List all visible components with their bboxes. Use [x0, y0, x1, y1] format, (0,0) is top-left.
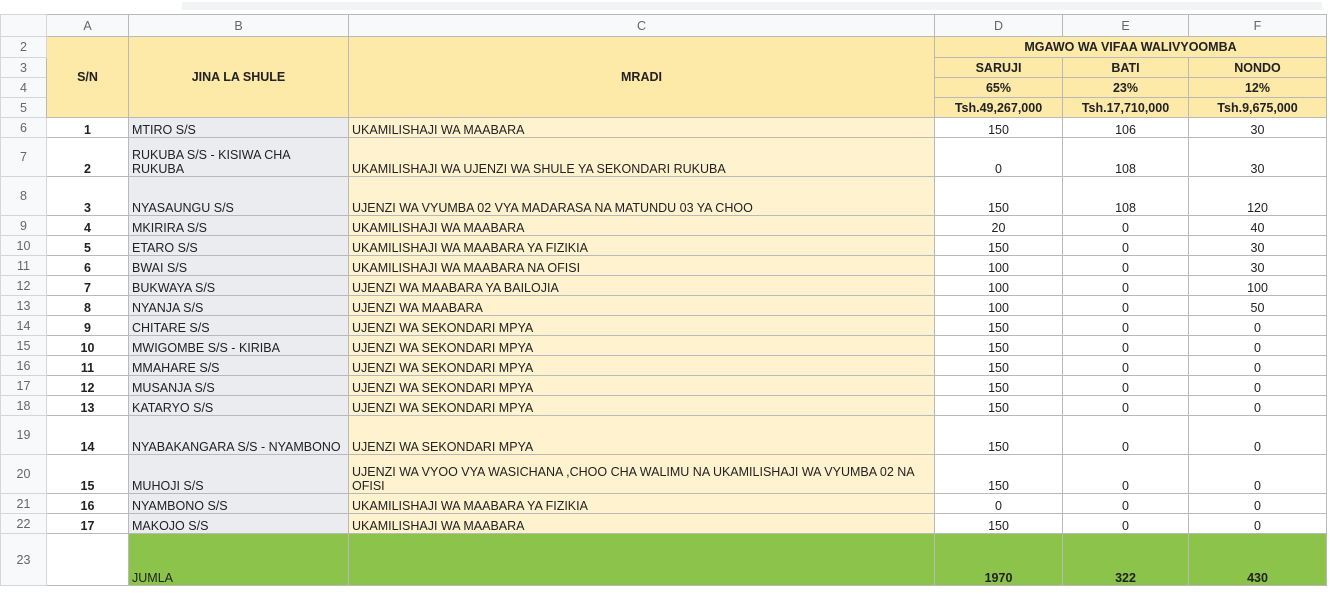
- table-row: [1, 138, 1327, 177]
- cell-sn[interactable]: 8: [47, 296, 129, 316]
- cell-bati[interactable]: 0: [1063, 296, 1189, 316]
- cell-nondo[interactable]: 0: [1189, 336, 1327, 356]
- table-row: [1, 118, 1327, 138]
- cell-project[interactable]: UJENZI WA SEKONDARI MPYA: [349, 316, 935, 336]
- cell-project[interactable]: UKAMILISHAJI WA MAABARA YA FIZIKIA: [349, 236, 935, 256]
- cell-project[interactable]: UJENZI WA SEKONDARI MPYA: [349, 356, 935, 376]
- cell-sn[interactable]: 12: [47, 376, 129, 396]
- cell-saruji[interactable]: 150: [935, 514, 1063, 534]
- row-number[interactable]: 2: [1, 37, 47, 58]
- cell-school[interactable]: ETARO S/S: [129, 236, 349, 256]
- header-material-percent[interactable]: 23%: [1063, 78, 1189, 98]
- cell-school[interactable]: KATARYO S/S: [129, 396, 349, 416]
- cell-school[interactable]: BWAI S/S: [129, 256, 349, 276]
- cell-saruji[interactable]: 150: [935, 455, 1063, 494]
- total-bati[interactable]: 322: [1063, 534, 1189, 586]
- column-header-f[interactable]: F: [1189, 15, 1327, 37]
- cell-sn[interactable]: 3: [47, 177, 129, 216]
- cell-nondo[interactable]: 100: [1189, 276, 1327, 296]
- cell-empty[interactable]: [47, 534, 129, 586]
- cell-bati[interactable]: 106: [1063, 118, 1189, 138]
- table-row: [1, 177, 1327, 216]
- cell-project[interactable]: UKAMILISHAJI WA MAABARA: [349, 514, 935, 534]
- formula-bar[interactable]: [182, 2, 1322, 10]
- table-row: [1, 416, 1327, 455]
- cell-school[interactable]: MTIRO S/S: [129, 118, 349, 138]
- cell-bati[interactable]: 0: [1063, 494, 1189, 514]
- header-material-amount[interactable]: Tsh.17,710,000: [1063, 98, 1189, 118]
- table-row: [1, 276, 1327, 296]
- cell-school[interactable]: MMAHARE S/S: [129, 356, 349, 376]
- header-material-percent[interactable]: 12%: [1189, 78, 1327, 98]
- cell-saruji[interactable]: 150: [935, 177, 1063, 216]
- cell-saruji[interactable]: 100: [935, 296, 1063, 316]
- cell-bati[interactable]: 108: [1063, 177, 1189, 216]
- row-number[interactable]: 4: [1, 78, 47, 98]
- row-number[interactable]: 23: [1, 534, 47, 586]
- total-label[interactable]: JUMLA: [129, 534, 349, 586]
- header-material-amount[interactable]: Tsh.49,267,000: [935, 98, 1063, 118]
- table-row: [1, 514, 1327, 534]
- cell-bati[interactable]: 0: [1063, 416, 1189, 455]
- column-header-e[interactable]: E: [1063, 15, 1189, 37]
- cell-bati[interactable]: 0: [1063, 514, 1189, 534]
- row-number[interactable]: 14: [1, 316, 47, 336]
- cell-nondo[interactable]: 0: [1189, 316, 1327, 336]
- cell-nondo[interactable]: 0: [1189, 396, 1327, 416]
- row-number[interactable]: 7: [1, 138, 47, 177]
- cell-project[interactable]: UKAMILISHAJI WA MAABARA NA OFISI: [349, 256, 935, 276]
- table-row: [1, 236, 1327, 256]
- cell-saruji[interactable]: 150: [935, 416, 1063, 455]
- cell-school[interactable]: RUKUBA S/S - KISIWA CHA RUKUBA: [129, 138, 349, 177]
- table-row: [1, 494, 1327, 514]
- cell-school[interactable]: NYAMBONO S/S: [129, 494, 349, 514]
- cell-saruji[interactable]: 150: [935, 118, 1063, 138]
- table-row: [1, 316, 1327, 336]
- cell-school[interactable]: MUHOJI S/S: [129, 455, 349, 494]
- cell-saruji[interactable]: 150: [935, 356, 1063, 376]
- table-row: [1, 396, 1327, 416]
- toolbar-strip: [0, 0, 1330, 14]
- header-material-name[interactable]: NONDO: [1189, 58, 1327, 78]
- row-number[interactable]: 5: [1, 98, 47, 118]
- cell-sn[interactable]: 10: [47, 336, 129, 356]
- cell-nondo[interactable]: 0: [1189, 514, 1327, 534]
- row-number[interactable]: 13: [1, 296, 47, 316]
- row-number[interactable]: 21: [1, 494, 47, 514]
- cell-sn[interactable]: 9: [47, 316, 129, 336]
- cell-sn[interactable]: 6: [47, 256, 129, 276]
- cell-nondo[interactable]: 50: [1189, 296, 1327, 316]
- cell-bati[interactable]: 0: [1063, 376, 1189, 396]
- cell-sn[interactable]: 14: [47, 416, 129, 455]
- cell-school[interactable]: NYASAUNGU S/S: [129, 177, 349, 216]
- table-row: [1, 455, 1327, 494]
- column-header-b[interactable]: B: [129, 15, 349, 37]
- cell-bati[interactable]: 0: [1063, 356, 1189, 376]
- cell-nondo[interactable]: 0: [1189, 356, 1327, 376]
- cell-nondo[interactable]: 0: [1189, 455, 1327, 494]
- cell-sn[interactable]: 5: [47, 236, 129, 256]
- cell-nondo[interactable]: 30: [1189, 256, 1327, 276]
- column-header-d[interactable]: D: [935, 15, 1063, 37]
- cell-saruji[interactable]: 100: [935, 256, 1063, 276]
- cell-nondo[interactable]: 40: [1189, 216, 1327, 236]
- name-box[interactable]: [0, 0, 182, 15]
- cell-school[interactable]: NYANJA S/S: [129, 296, 349, 316]
- row-number[interactable]: 9: [1, 216, 47, 236]
- cell-project[interactable]: UJENZI WA VYUMBA 02 VYA MADARASA NA MATUNDU 03 YA CHOO: [349, 177, 935, 216]
- table-row: [1, 376, 1327, 396]
- cell-school[interactable]: MUSANJA S/S: [129, 376, 349, 396]
- table-row: [1, 216, 1327, 236]
- cell-sn[interactable]: 15: [47, 455, 129, 494]
- cell-project[interactable]: UKAMILISHAJI WA MAABARA: [349, 216, 935, 236]
- cell-project[interactable]: UKAMILISHAJI WA MAABARA: [349, 118, 935, 138]
- cell-school[interactable]: CHITARE S/S: [129, 316, 349, 336]
- header-school[interactable]: JINA LA SHULE: [129, 37, 349, 118]
- row-number[interactable]: 19: [1, 416, 47, 455]
- row-number[interactable]: 15: [1, 336, 47, 356]
- table-row: [1, 356, 1327, 376]
- header-material-name[interactable]: BATI: [1063, 58, 1189, 78]
- cell-bati[interactable]: 0: [1063, 336, 1189, 356]
- table-row: [1, 336, 1327, 356]
- cell-saruji[interactable]: 0: [935, 494, 1063, 514]
- cell-school[interactable]: MKIRIRA S/S: [129, 216, 349, 236]
- cell-nondo[interactable]: 0: [1189, 376, 1327, 396]
- cell-saruji[interactable]: 150: [935, 236, 1063, 256]
- cell-bati[interactable]: 0: [1063, 316, 1189, 336]
- cell-project[interactable]: UJENZI WA MAABARA: [349, 296, 935, 316]
- cell-project[interactable]: UKAMILISHAJI WA UJENZI WA SHULE YA SEKONDARI RUKUBA: [349, 138, 935, 177]
- cell-nondo[interactable]: 0: [1189, 494, 1327, 514]
- cell-sn[interactable]: 4: [47, 216, 129, 236]
- row-number[interactable]: 17: [1, 376, 47, 396]
- cell-project[interactable]: UJENZI WA VYOO VYA WASICHANA ,CHOO CHA WALIMU NA UKAMILISHAJI WA VYUMBA 02 NA OFISI: [349, 455, 935, 494]
- spreadsheet-grid: [0, 14, 1327, 586]
- cell-school[interactable]: MAKOJO S/S: [129, 514, 349, 534]
- cell-project[interactable]: UJENZI WA SEKONDARI MPYA: [349, 376, 935, 396]
- cell-sn[interactable]: 13: [47, 396, 129, 416]
- cell-sn[interactable]: 1: [47, 118, 129, 138]
- cell-saruji[interactable]: 0: [935, 138, 1063, 177]
- cell-nondo[interactable]: 0: [1189, 416, 1327, 455]
- row-number[interactable]: 20: [1, 455, 47, 494]
- cell-school[interactable]: MWIGOMBE S/S - KIRIBA: [129, 336, 349, 356]
- cell-school[interactable]: NYABAKANGARA S/S - NYAMBONO: [129, 416, 349, 455]
- cell-saruji[interactable]: 150: [935, 336, 1063, 356]
- cell-sn[interactable]: 16: [47, 494, 129, 514]
- row-number[interactable]: 11: [1, 256, 47, 276]
- header-material-amount[interactable]: Tsh.9,675,000: [1189, 98, 1327, 118]
- cell-saruji[interactable]: 100: [935, 276, 1063, 296]
- row-number[interactable]: 3: [1, 58, 47, 78]
- row-number[interactable]: 18: [1, 396, 47, 416]
- cell-bati[interactable]: 0: [1063, 216, 1189, 236]
- cell-school[interactable]: BUKWAYA S/S: [129, 276, 349, 296]
- header-material-percent[interactable]: 65%: [935, 78, 1063, 98]
- cell-bati[interactable]: 108: [1063, 138, 1189, 177]
- table-row: [1, 256, 1327, 276]
- cell-sn[interactable]: 7: [47, 276, 129, 296]
- cell-project[interactable]: UJENZI WA MAABARA YA BAILOJIA: [349, 276, 935, 296]
- cell-saruji[interactable]: 20: [935, 216, 1063, 236]
- cell-sn[interactable]: 2: [47, 138, 129, 177]
- cell-project[interactable]: UJENZI WA SEKONDARI MPYA: [349, 336, 935, 356]
- header-group-title[interactable]: MGAWO WA VIFAA WALIVYOOMBA: [935, 37, 1327, 58]
- total-saruji[interactable]: 1970: [935, 534, 1063, 586]
- cell-bati[interactable]: 0: [1063, 455, 1189, 494]
- cell-bati[interactable]: 0: [1063, 256, 1189, 276]
- total-nondo[interactable]: 430: [1189, 534, 1327, 586]
- cell-bati[interactable]: 0: [1063, 396, 1189, 416]
- cell-project[interactable]: UJENZI WA SEKONDARI MPYA: [349, 416, 935, 455]
- row-number[interactable]: 22: [1, 514, 47, 534]
- header-sn[interactable]: S/N: [47, 37, 129, 118]
- cell-nondo[interactable]: 30: [1189, 236, 1327, 256]
- header-material-name[interactable]: SARUJI: [935, 58, 1063, 78]
- cell-project[interactable]: UKAMILISHAJI WA MAABARA YA FIZIKIA: [349, 494, 935, 514]
- cell-nondo[interactable]: 120: [1189, 177, 1327, 216]
- row-number[interactable]: 10: [1, 236, 47, 256]
- cell-saruji[interactable]: 150: [935, 316, 1063, 336]
- table-row: [1, 296, 1327, 316]
- column-header-c[interactable]: C: [349, 15, 935, 37]
- row-number[interactable]: 6: [1, 118, 47, 138]
- cell-bati[interactable]: 0: [1063, 236, 1189, 256]
- header-project[interactable]: MRADI: [349, 37, 935, 118]
- cell-saruji[interactable]: 150: [935, 396, 1063, 416]
- row-number[interactable]: 8: [1, 177, 47, 216]
- cell-sn[interactable]: 17: [47, 514, 129, 534]
- cell-bati[interactable]: 0: [1063, 276, 1189, 296]
- cell-saruji[interactable]: 150: [935, 376, 1063, 396]
- column-header-a[interactable]: A: [47, 15, 129, 37]
- total-project-empty[interactable]: [349, 534, 935, 586]
- row-number[interactable]: 16: [1, 356, 47, 376]
- select-all-corner[interactable]: [1, 15, 47, 37]
- cell-project[interactable]: UJENZI WA SEKONDARI MPYA: [349, 396, 935, 416]
- cell-sn[interactable]: 11: [47, 356, 129, 376]
- row-number[interactable]: 12: [1, 276, 47, 296]
- cell-nondo[interactable]: 30: [1189, 118, 1327, 138]
- cell-nondo[interactable]: 30: [1189, 138, 1327, 177]
